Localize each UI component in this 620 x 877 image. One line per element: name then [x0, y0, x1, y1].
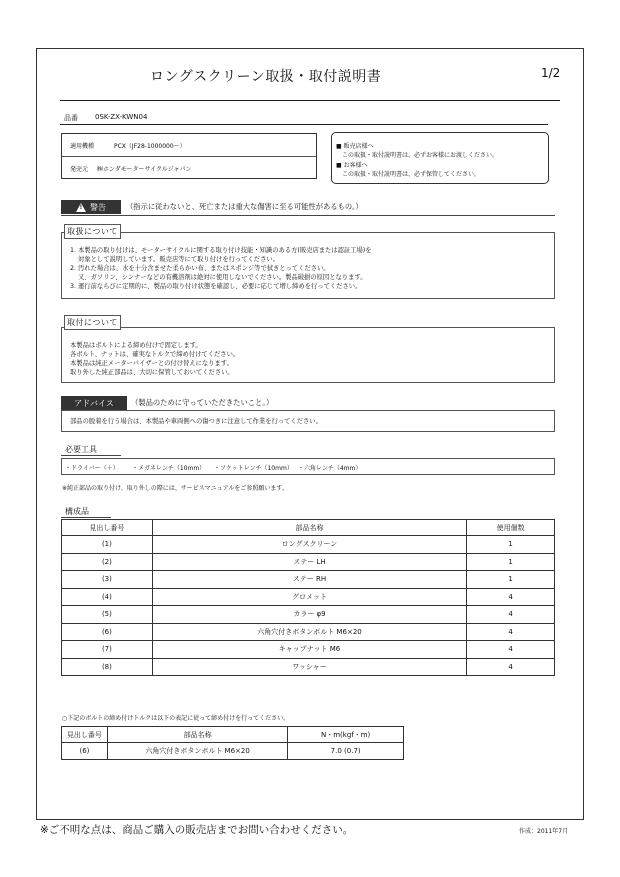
tool-hex-wrench: ・六角レンチ（4mm）: [298, 465, 362, 472]
parts-row-name: ステー LH: [152, 553, 466, 571]
parts-col-number: 見出し番号: [62, 520, 153, 536]
parts-row: [62, 623, 555, 641]
tools-heading: 必要工具: [65, 445, 97, 454]
parts-row: [62, 536, 555, 554]
parts-row-number: (3): [62, 571, 153, 589]
parts-row-qty: 1: [467, 536, 555, 554]
model-label: 適用機種: [70, 143, 95, 150]
parts-heading: 構成品: [65, 507, 89, 516]
tools-note: ※純正部品の取り付け、取り外しの際には、サービスマニュアルをご参照願います。: [62, 485, 288, 492]
parts-row-name: ステー RH: [152, 571, 466, 589]
parts-row: [62, 641, 555, 659]
torque-col-number: 見出し番号: [62, 727, 108, 743]
parts-row-name: グロメット: [152, 588, 466, 606]
mounting-line-2: 各ボルト、ナットは、確実なトルクで締め付けてください。: [70, 351, 240, 358]
torque-intro: ○下記のボルトの締め付けトルクは以下の表記に従って締め付けを行ってください。: [62, 715, 290, 722]
torque-row-number: (6): [62, 743, 108, 760]
page-number: 1/2: [541, 66, 561, 80]
parts-col-qty: 使用個数: [467, 520, 555, 536]
parts-row-number: (8): [62, 658, 153, 676]
handling-line-3: 2. 汚れた場合は、水を十分含ませた柔らかい布、またはスポンジ等で拭きとってください。: [70, 265, 330, 272]
info-box-divider: [62, 156, 316, 157]
parts-row-qty: 4: [467, 588, 555, 606]
advice-text: （製品のために守っていただきたいこと。）: [131, 398, 274, 407]
notice-dealer-heading: ■ 販売店様へ: [336, 143, 374, 150]
parts-row-qty: 1: [467, 553, 555, 571]
contact-note: ※ご不明な点は、商品ご購入の販売店までお問い合わせください。: [40, 824, 354, 836]
warning-label-text: 警告: [90, 202, 106, 212]
parts-row-qty: 4: [467, 606, 555, 624]
creation-date: 作成：2011年7月: [519, 828, 569, 835]
torque-col-value: N・m(kgf・m): [288, 727, 404, 743]
handling-line-2: 対象として説明しています。販売店等にて取り付けを行ってください。: [78, 256, 279, 263]
mounting-line-4: 取り外した純正部品は、大切に保管しておいてください。: [70, 369, 234, 376]
parts-heading-underline: [61, 517, 111, 518]
tool-socket-wrench: ・ソケットレンチ（10mm）: [214, 465, 293, 472]
parts-row-name: 六角穴付きボタンボルト M6×20: [152, 623, 466, 641]
tool-box-wrench: ・メガネレンチ（10mm）: [132, 465, 206, 472]
mounting-section: [61, 327, 555, 383]
part-number-label: 品番: [64, 114, 78, 122]
parts-row-number: (1): [62, 536, 153, 554]
parts-row-name: ロングスクリーン: [152, 536, 466, 554]
parts-row-number: (7): [62, 641, 153, 659]
parts-row-name: ワッシャー: [152, 658, 466, 676]
warning-text: （指示に従わないと、死亡または重大な傷害に至る可能性があるもの。）: [126, 202, 363, 211]
model-value: PCX（JF28-1000000～）: [114, 143, 186, 150]
seller-value: ㈱ホンダモーターサイクルジャパン: [97, 166, 192, 173]
parts-row-number: (5): [62, 606, 153, 624]
part-number-value: 0SK-ZX-KWN04: [95, 113, 148, 121]
parts-row: [62, 553, 555, 571]
parts-row-qty: 4: [467, 623, 555, 641]
seller-label: 発売元: [70, 166, 89, 173]
info-box: [61, 133, 317, 179]
parts-table: [61, 519, 555, 676]
advice-box: [61, 410, 555, 432]
parts-row: [62, 571, 555, 589]
handling-heading: 取扱について: [64, 224, 121, 239]
mounting-heading: 取付について: [64, 315, 121, 330]
handling-section: [61, 232, 555, 299]
handling-line-1: 1. 本製品の取り付けは、モーターサイクルに関する取り付け技能・知識のある方(販売店または認証工場)を: [70, 247, 372, 254]
parts-row-name: キャップナット M6: [152, 641, 466, 659]
torque-col-name: 部品名称: [107, 727, 287, 743]
mounting-line-3: 本製品は純正メーターバイザーとの付け替えになります。: [70, 360, 233, 367]
torque-row-name: 六角穴付きボタンボルト M6×20: [107, 743, 287, 760]
torque-table-header: [62, 727, 404, 743]
parts-row-name: カラー φ9: [152, 606, 466, 624]
parts-row-qty: 1: [467, 571, 555, 589]
title-divider: [60, 100, 560, 101]
torque-row-value: 7.0 (0.7): [288, 743, 404, 760]
torque-table: [61, 726, 404, 760]
parts-row-number: (6): [62, 623, 153, 641]
parts-table-header: [62, 520, 555, 536]
handling-line-5: 3. 運行前ならびに定期的に、製品の取り付け状態を確認し、必要に応じて増し締めを行ってください。: [70, 283, 362, 290]
parts-row: [62, 658, 555, 676]
document-title: ロングスクリーン取扱・取付説明書: [150, 69, 382, 85]
notice-box: [331, 132, 549, 184]
tool-driver: ・ドライバー（＋）: [65, 465, 119, 472]
tools-box: [61, 458, 555, 475]
parts-row: [62, 606, 555, 624]
advice-body: 部品の脱着を行う場合は、本製品や車両側への傷つきに注意して作業を行ってください。: [70, 418, 322, 425]
warning-label: [61, 200, 121, 214]
tools-heading-underline: [61, 455, 121, 456]
notice-dealer-text: この取扱・取付説明書は、必ずお客様にお渡しください。: [342, 152, 499, 159]
advice-label: アドバイス: [61, 396, 127, 410]
warning-triangle-icon: !: [76, 203, 86, 212]
mounting-line-1: 本製品はボルトによる締め付けで固定します。: [70, 342, 202, 349]
handling-line-4: 又、ガソリン、シンナーなどの有機溶剤は絶対に使用しないでください。製品破損の原因となります。: [78, 274, 367, 281]
parts-row-qty: 4: [467, 658, 555, 676]
parts-row-number: (4): [62, 588, 153, 606]
notice-customer-text: この取扱・取付説明書は、必ず保管してください。: [342, 171, 481, 178]
warning-underline: [61, 215, 555, 216]
part-number-underline: [60, 124, 548, 125]
notice-customer-heading: ■ お客様へ: [336, 162, 368, 169]
parts-row-number: (2): [62, 553, 153, 571]
parts-col-name: 部品名称: [152, 520, 466, 536]
parts-row: [62, 588, 555, 606]
torque-row: [62, 743, 404, 760]
parts-row-qty: 4: [467, 641, 555, 659]
